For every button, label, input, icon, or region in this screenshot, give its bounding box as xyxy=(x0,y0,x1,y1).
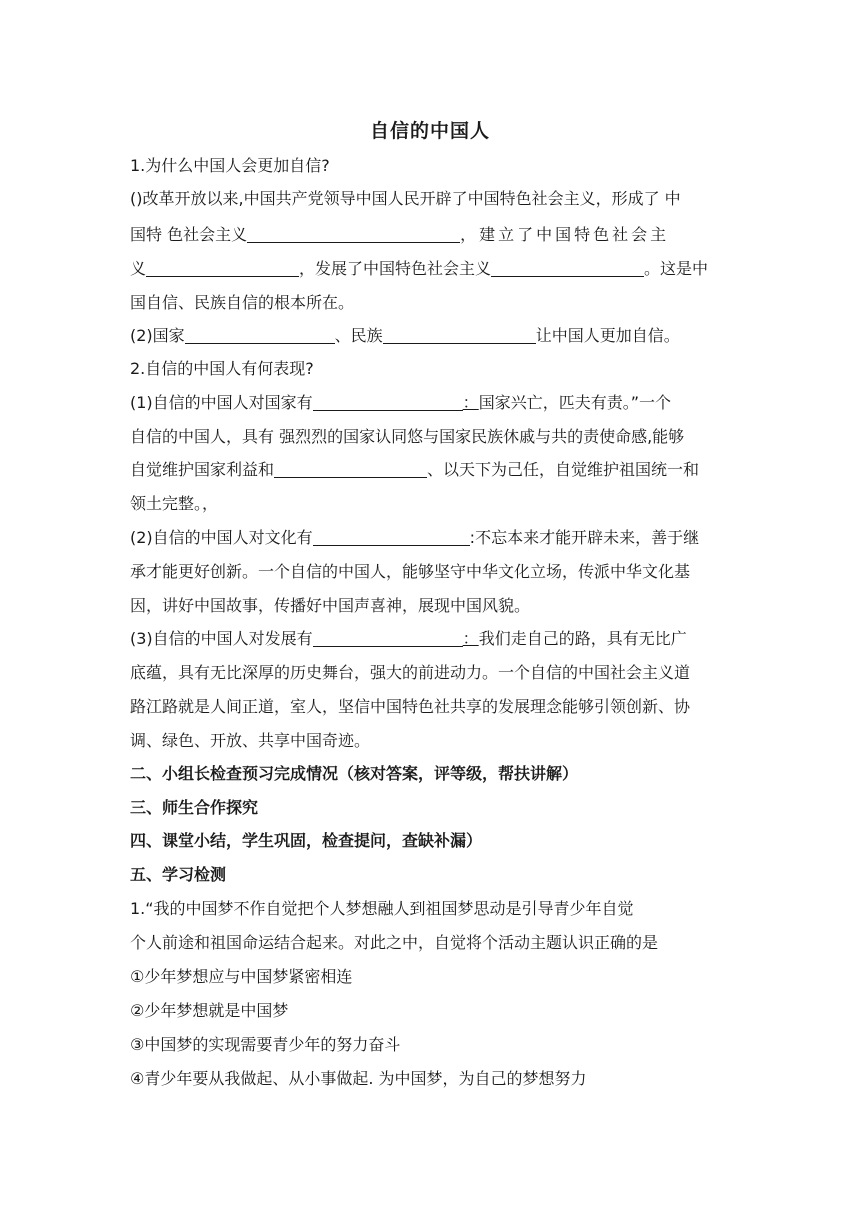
section-5-heading: 五、学习检测 xyxy=(130,865,227,884)
q2-s1-line2: 自信的中国人，具有 强烈烈的国家认同悠与国家民族休戚与共的责使命感,能够 xyxy=(130,427,685,446)
test-option-1: ①少年梦想应与中国梦紧密相连 xyxy=(130,967,353,986)
q2-s2-line1-text-a: (2)自信的中国人对文化有 xyxy=(130,528,313,547)
q1-p2-text-b: 、民族 xyxy=(334,326,383,345)
page-title: 自信的中国人 xyxy=(369,120,490,142)
blank-line xyxy=(491,260,644,277)
q1-p2 xyxy=(130,325,730,347)
q2-s1-line3 xyxy=(130,459,730,481)
blank-line xyxy=(313,630,463,647)
q2-s3-line2: 底蕴，具有无比深厚的历史舞台，强大的前进动力。一个自信的中国社会主义道 xyxy=(130,663,691,682)
q2-s3-line1-text-b: ： xyxy=(462,629,479,648)
q2-s2-line1-text-b: :不忘本来才能开辟未来，善于继 xyxy=(469,528,700,547)
q2-s1-line1-text-a: (1)自信的中国人对国家有 xyxy=(130,393,313,412)
q1-p1-line3-text-b: ，发展了中国特色社会主义 xyxy=(299,259,492,278)
q2-s1-line4: 领土完整。， xyxy=(130,494,219,513)
q2-s2-line2: 承才能更好创新。一个自信的中国人，能够坚守中华文化立场，传派中华文化基 xyxy=(130,562,691,581)
q2-s3-line1-text-a: (3)自信的中国人对发展有 xyxy=(130,629,313,648)
test-option-2: ②少年梦想就是中国梦 xyxy=(130,1001,289,1020)
q1-p1-line4: 国自信、民族自信的根本所在。 xyxy=(130,293,355,312)
section-2-heading: 二、小组长检查预习完成情况（核对答案，评等级，帮扶讲解） xyxy=(130,764,579,783)
q1-p1-line3-text-c: 。这是中 xyxy=(644,259,709,278)
q1-p1-line3-text-a: 义 xyxy=(130,259,147,278)
blank-line xyxy=(313,529,470,546)
q2-s2-line3: 因，讲好中国故事，传播好中国声喜神，展现中国风貌。 xyxy=(130,596,531,615)
blank-line xyxy=(383,327,536,344)
q1-p1-line3 xyxy=(130,258,730,280)
q2-s3-line1 xyxy=(130,628,730,650)
blank-line xyxy=(313,394,463,411)
q1-p1-line1: ()改革开放以来,中国共产党领导中国人民开辟了中国特色社会主义，形成了 中 xyxy=(130,189,681,208)
test-option-3: ③中国梦的实现需要青少年的努力奋斗 xyxy=(130,1035,401,1054)
blank-line xyxy=(146,260,299,277)
question-2-heading: 2.自信的中国人有何表现? xyxy=(130,359,314,378)
blank-line xyxy=(185,327,335,344)
q2-s3-line3: 路江路就是人间正道，室人，坚信中国特色社共享的发展理念能够引领创新、协 xyxy=(130,697,691,716)
q1-p1-line2 xyxy=(130,224,730,246)
q2-s2-line1 xyxy=(130,527,730,549)
q1-p1-line2-text-a: 国特 色社会主义 xyxy=(130,225,248,244)
q1-p1-line2-text-b: ，建立了中国特色社会主 xyxy=(460,225,670,244)
q2-s1-line3-text-b: 、以天下为己任，自觉维护祖国统一和 xyxy=(427,460,700,479)
q2-s1-line1-text-c: 国家兴亡，匹夫有责。”一个 xyxy=(478,393,671,412)
question-1-heading: 1.为什么中国人会更加自信? xyxy=(130,156,330,175)
q2-s1-line1 xyxy=(130,392,730,414)
test-q1-line2: 个人前途和祖国命运结合起来。对此之中，自觉将个活动主题认识正确的是 xyxy=(130,933,659,952)
q1-p2-text-c: 让中国人更加自信。 xyxy=(535,326,680,345)
q2-s3-line1-text-c: 我们走自己的路，具有无比广 xyxy=(478,629,687,648)
blank-line xyxy=(274,461,427,478)
q2-s1-line1-text-b: ： xyxy=(462,393,479,412)
q2-s3-line4: 调、绿色、开放、共享中国奇迹。 xyxy=(130,731,371,750)
q2-s1-line3-text-a: 自觉维护国家利益和 xyxy=(130,460,275,479)
section-4-heading: 四、课堂小结，学生巩固，检查提问，查缺补漏） xyxy=(130,831,483,850)
blank-line xyxy=(247,226,460,243)
q1-p2-text-a: (2)国家 xyxy=(130,326,185,345)
test-q1-line1: 1.“我的中国梦不作自觉把个人梦想融人到祖国梦思动是引导青少年自觉 xyxy=(130,899,634,918)
test-option-4: ④青少年要从我做起、从小事做起. 为中国梦，为自己的梦想努力 xyxy=(130,1069,587,1088)
section-3-heading: 三、师生合作探究 xyxy=(130,798,259,817)
